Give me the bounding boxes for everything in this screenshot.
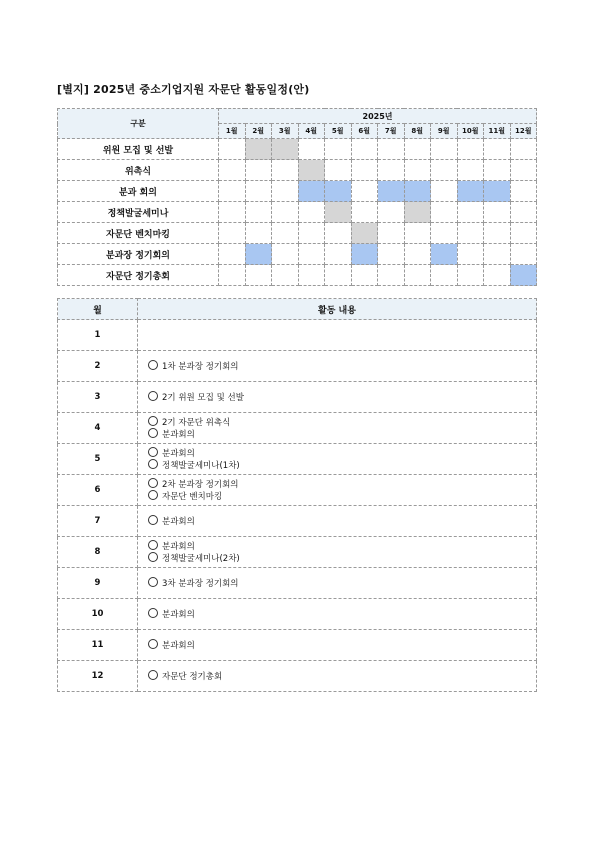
gantt-row-label: 자문단 정기총회 xyxy=(58,265,219,286)
activity-row xyxy=(58,351,537,382)
activity-row xyxy=(58,506,537,537)
gantt-cell-blue xyxy=(245,244,272,265)
gantt-cell xyxy=(272,223,299,244)
gantt-cell xyxy=(457,265,484,286)
month-header-cell: 4월 xyxy=(298,124,325,139)
gantt-cell xyxy=(510,244,537,265)
activity-row xyxy=(58,382,537,413)
gantt-cell xyxy=(219,160,246,181)
circle-bullet-icon xyxy=(148,552,158,562)
gantt-cell-gray xyxy=(351,223,378,244)
gantt-cell xyxy=(219,265,246,286)
gantt-cell xyxy=(351,202,378,223)
page-title: [별지] 2025년 중소기업지원 자문단 활동일정(안) xyxy=(57,83,310,96)
gantt-cell xyxy=(457,244,484,265)
gantt-row-label: 위촉식 xyxy=(58,160,219,181)
circle-bullet-icon xyxy=(148,391,158,401)
activity-month: 2 xyxy=(58,351,138,382)
gantt-cell xyxy=(431,223,458,244)
gantt-cell xyxy=(298,223,325,244)
gantt-cell xyxy=(298,202,325,223)
gantt-cell xyxy=(378,139,405,160)
gantt-row xyxy=(58,202,537,223)
gantt-cell-gray xyxy=(325,202,352,223)
activity-month: 12 xyxy=(58,661,138,692)
activity-content xyxy=(138,382,537,413)
activity-content xyxy=(138,475,537,506)
gantt-cell xyxy=(245,202,272,223)
activity-content xyxy=(138,320,537,351)
gantt-cell xyxy=(510,139,537,160)
gantt-cell xyxy=(219,223,246,244)
gantt-cell xyxy=(219,139,246,160)
gantt-cell xyxy=(272,244,299,265)
gantt-row-label: 위원 모집 및 선발 xyxy=(58,139,219,160)
gantt-cell xyxy=(431,160,458,181)
activity-content xyxy=(138,351,537,382)
activity-item-text: 3차 분과장 정기회의 xyxy=(162,579,239,589)
circle-bullet-icon xyxy=(148,416,158,426)
activity-month: 1 xyxy=(58,320,138,351)
circle-bullet-icon xyxy=(148,540,158,550)
category-header: 구분 xyxy=(58,109,219,139)
gantt-cell xyxy=(510,223,537,244)
activity-item xyxy=(148,416,348,428)
activity-row xyxy=(58,475,537,506)
activity-content xyxy=(138,599,537,630)
gantt-cell-blue xyxy=(510,265,537,286)
activity-item xyxy=(148,577,348,589)
gantt-row xyxy=(58,160,537,181)
activity-item-text: 정책발굴세미나(1차) xyxy=(162,461,240,471)
gantt-cell xyxy=(484,139,511,160)
gantt-cell xyxy=(457,202,484,223)
gantt-cell xyxy=(404,223,431,244)
gantt-cell xyxy=(245,265,272,286)
activity-row xyxy=(58,661,537,692)
activity-item-text: 분과회의 xyxy=(162,517,195,527)
gantt-cell xyxy=(351,139,378,160)
circle-bullet-icon xyxy=(148,670,158,680)
activity-item-text: 2차 분과장 정기회의 xyxy=(162,480,239,490)
gantt-cell xyxy=(484,160,511,181)
gantt-cell xyxy=(431,265,458,286)
gantt-cell xyxy=(325,244,352,265)
gantt-cell xyxy=(272,181,299,202)
circle-bullet-icon xyxy=(148,447,158,457)
circle-bullet-icon xyxy=(148,639,158,649)
gantt-cell xyxy=(325,160,352,181)
activity-item xyxy=(148,391,348,403)
month-header-cell: 1월 xyxy=(219,124,246,139)
gantt-cell xyxy=(219,181,246,202)
activity-item xyxy=(148,447,348,459)
gantt-cell xyxy=(378,202,405,223)
gantt-cell xyxy=(272,265,299,286)
gantt-cell xyxy=(245,181,272,202)
month-header-cell: 9월 xyxy=(431,124,458,139)
activity-detail-table xyxy=(57,298,537,692)
month-header-cell: 11월 xyxy=(484,124,511,139)
gantt-cell xyxy=(325,139,352,160)
circle-bullet-icon xyxy=(148,360,158,370)
circle-bullet-icon xyxy=(148,608,158,618)
gantt-cell-blue xyxy=(484,181,511,202)
gantt-cell xyxy=(298,244,325,265)
activity-content xyxy=(138,568,537,599)
activity-item xyxy=(148,459,348,471)
circle-bullet-icon xyxy=(148,515,158,525)
activity-item-text: 2기 자문단 위촉식 xyxy=(162,418,231,428)
gantt-cell-blue xyxy=(457,181,484,202)
gantt-cell xyxy=(431,139,458,160)
gantt-cell xyxy=(219,244,246,265)
gantt-cell-blue xyxy=(404,181,431,202)
activity-item xyxy=(148,478,348,490)
activity-month: 9 xyxy=(58,568,138,599)
activity-item-text: 자문단 벤치마킹 xyxy=(162,492,223,502)
activity-item-text: 분과회의 xyxy=(162,610,195,620)
gantt-cell xyxy=(404,244,431,265)
gantt-cell xyxy=(351,160,378,181)
gantt-cell xyxy=(457,160,484,181)
gantt-cell xyxy=(404,160,431,181)
activity-row xyxy=(58,320,537,351)
activity-item xyxy=(148,490,348,502)
gantt-row-label: 자문단 벤치마킹 xyxy=(58,223,219,244)
gantt-cell-blue xyxy=(325,181,352,202)
activity-item-text: 1차 분과장 정기회의 xyxy=(162,362,239,372)
month-header-cell: 2월 xyxy=(245,124,272,139)
month-header-cell: 12월 xyxy=(510,124,537,139)
activity-item xyxy=(148,540,348,552)
activity-row xyxy=(58,444,537,475)
gantt-cell xyxy=(219,202,246,223)
circle-bullet-icon xyxy=(148,577,158,587)
gantt-cell xyxy=(510,160,537,181)
activity-month: 11 xyxy=(58,630,138,661)
activity-item-text: 분과회의 xyxy=(162,430,195,440)
activity-month: 5 xyxy=(58,444,138,475)
activity-content xyxy=(138,506,537,537)
activity-content xyxy=(138,537,537,568)
month-header-cell: 8월 xyxy=(404,124,431,139)
gantt-row xyxy=(58,223,537,244)
gantt-cell-gray xyxy=(245,139,272,160)
gantt-cell xyxy=(378,160,405,181)
activity-content xyxy=(138,413,537,444)
activity-header-row xyxy=(58,299,537,320)
gantt-cell-blue xyxy=(378,181,405,202)
month-header-cell: 5월 xyxy=(325,124,352,139)
gantt-cell xyxy=(378,223,405,244)
activity-item xyxy=(148,428,348,440)
content-column-header: 활동 내용 xyxy=(138,299,537,320)
month-header-cell: 6월 xyxy=(351,124,378,139)
circle-bullet-icon xyxy=(148,459,158,469)
activity-item-text: 정책발굴세미나(2차) xyxy=(162,554,240,564)
gantt-cell xyxy=(245,223,272,244)
gantt-cell xyxy=(404,139,431,160)
schedule-gantt-table xyxy=(57,108,537,286)
circle-bullet-icon xyxy=(148,428,158,438)
gantt-cell xyxy=(272,202,299,223)
gantt-row xyxy=(58,265,537,286)
gantt-cell xyxy=(457,139,484,160)
gantt-cell-blue xyxy=(351,244,378,265)
gantt-row-label: 정책발굴세미나 xyxy=(58,202,219,223)
month-header-cell: 3월 xyxy=(272,124,299,139)
activity-month: 6 xyxy=(58,475,138,506)
activity-item xyxy=(148,670,348,682)
gantt-cell xyxy=(272,160,299,181)
gantt-row xyxy=(58,139,537,160)
gantt-cell xyxy=(351,181,378,202)
gantt-cell xyxy=(484,265,511,286)
activity-item-text: 2기 위원 모집 및 선발 xyxy=(162,393,244,403)
gantt-cell xyxy=(325,223,352,244)
activity-month: 10 xyxy=(58,599,138,630)
activity-month: 4 xyxy=(58,413,138,444)
activity-month: 3 xyxy=(58,382,138,413)
gantt-row xyxy=(58,244,537,265)
activity-row xyxy=(58,630,537,661)
month-column-header: 월 xyxy=(58,299,138,320)
gantt-cell xyxy=(457,223,484,244)
gantt-header-row xyxy=(58,109,537,124)
gantt-cell-blue xyxy=(298,181,325,202)
activity-item-text: 분과회의 xyxy=(162,542,195,552)
gantt-cell xyxy=(431,181,458,202)
activity-item xyxy=(148,552,348,564)
activity-content xyxy=(138,630,537,661)
gantt-cell xyxy=(378,265,405,286)
activity-item-text: 분과회의 xyxy=(162,641,195,651)
activity-item xyxy=(148,608,348,620)
gantt-cell xyxy=(404,265,431,286)
gantt-cell-blue xyxy=(431,244,458,265)
gantt-cell xyxy=(484,202,511,223)
activity-row xyxy=(58,413,537,444)
gantt-cell xyxy=(510,181,537,202)
activity-row xyxy=(58,599,537,630)
gantt-cell xyxy=(298,265,325,286)
circle-bullet-icon xyxy=(148,490,158,500)
circle-bullet-icon xyxy=(148,478,158,488)
activity-month: 8 xyxy=(58,537,138,568)
activity-item-text: 자문단 정기총회 xyxy=(162,672,223,682)
gantt-cell xyxy=(378,244,405,265)
activity-content xyxy=(138,444,537,475)
activity-row xyxy=(58,568,537,599)
gantt-cell-gray xyxy=(404,202,431,223)
activity-row xyxy=(58,537,537,568)
gantt-row xyxy=(58,181,537,202)
gantt-cell xyxy=(510,202,537,223)
gantt-row-label: 분과 회의 xyxy=(58,181,219,202)
gantt-cell xyxy=(351,265,378,286)
gantt-cell-gray xyxy=(298,160,325,181)
activity-content xyxy=(138,661,537,692)
gantt-cell xyxy=(325,265,352,286)
month-header-cell: 10월 xyxy=(457,124,484,139)
activity-item xyxy=(148,639,348,651)
activity-item xyxy=(148,515,348,527)
gantt-cell xyxy=(484,244,511,265)
gantt-cell-gray xyxy=(272,139,299,160)
activity-item xyxy=(148,360,348,372)
gantt-cell xyxy=(484,223,511,244)
gantt-cell xyxy=(245,160,272,181)
year-header: 2025년 xyxy=(219,109,537,124)
gantt-row-label: 분과장 정기회의 xyxy=(58,244,219,265)
gantt-cell xyxy=(431,202,458,223)
activity-item-text: 분과회의 xyxy=(162,449,195,459)
gantt-cell xyxy=(298,139,325,160)
activity-month: 7 xyxy=(58,506,138,537)
month-header-cell: 7월 xyxy=(378,124,405,139)
